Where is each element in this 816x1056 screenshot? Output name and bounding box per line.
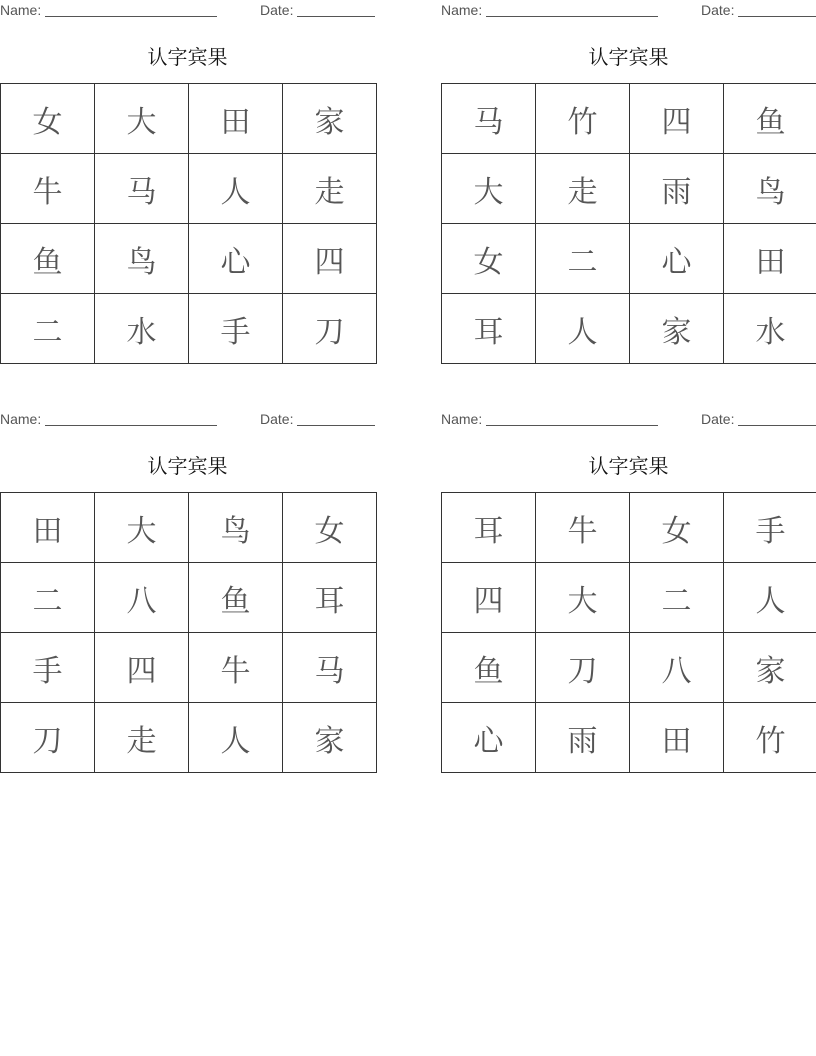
name-label: Name: (0, 411, 42, 427)
bingo-cell[interactable]: 四 (442, 563, 536, 633)
grid-row (442, 493, 816, 563)
name-label: Name: (441, 411, 483, 427)
date-label: Date: (701, 2, 735, 18)
bingo-cell[interactable]: 大 (95, 84, 189, 154)
bingo-cell[interactable]: 马 (283, 633, 377, 703)
name-blank-line[interactable] (486, 425, 658, 426)
bingo-cell[interactable]: 手 (724, 493, 816, 563)
date-blank-line[interactable] (738, 16, 816, 17)
bingo-cell[interactable]: 牛 (189, 633, 283, 703)
card-title: 认字宾果 (588, 45, 669, 69)
grid-row (1, 84, 377, 154)
date-label: Date: (701, 411, 735, 427)
bingo-cell[interactable]: 鱼 (1, 224, 95, 294)
bingo-cell[interactable]: 女 (1, 84, 95, 154)
bingo-cell[interactable]: 田 (189, 84, 283, 154)
bingo-cell[interactable]: 走 (283, 154, 377, 224)
bingo-cell[interactable]: 八 (95, 563, 189, 633)
bingo-cell[interactable]: 刀 (1, 703, 95, 773)
grid-row (1, 703, 377, 773)
bingo-cell[interactable]: 家 (724, 633, 816, 703)
bingo-cell[interactable]: 四 (630, 84, 724, 154)
bingo-cell[interactable]: 女 (630, 493, 724, 563)
bingo-cell[interactable]: 鸟 (724, 154, 816, 224)
bingo-grid (0, 492, 377, 773)
bingo-cell[interactable]: 人 (189, 154, 283, 224)
bingo-cell[interactable]: 家 (630, 294, 724, 364)
card-title: 认字宾果 (147, 45, 228, 69)
name-label: Name: (0, 2, 42, 18)
bingo-cell[interactable]: 耳 (442, 493, 536, 563)
grid-row (442, 294, 816, 364)
bingo-cell[interactable]: 二 (536, 224, 630, 294)
name-date-row (0, 2, 375, 20)
grid-row (442, 84, 816, 154)
date-blank-line[interactable] (738, 425, 816, 426)
bingo-grid (441, 83, 816, 364)
grid-row (442, 703, 816, 773)
grid-row (442, 154, 816, 224)
bingo-cell[interactable]: 大 (95, 493, 189, 563)
bingo-cell[interactable]: 手 (189, 294, 283, 364)
grid-row (1, 154, 377, 224)
bingo-cell[interactable]: 刀 (536, 633, 630, 703)
bingo-cell[interactable]: 马 (442, 84, 536, 154)
bingo-cell[interactable]: 人 (724, 563, 816, 633)
grid-row (1, 294, 377, 364)
grid-row (1, 563, 377, 633)
name-label: Name: (441, 2, 483, 18)
name-date-row (0, 411, 375, 429)
date-label: Date: (260, 411, 294, 427)
grid-row (1, 493, 377, 563)
bingo-cell[interactable]: 鱼 (724, 84, 816, 154)
bingo-cell[interactable]: 耳 (283, 563, 377, 633)
bingo-cell[interactable]: 四 (95, 633, 189, 703)
bingo-cell[interactable]: 竹 (724, 703, 816, 773)
bingo-cell[interactable]: 八 (630, 633, 724, 703)
bingo-cell[interactable]: 手 (1, 633, 95, 703)
bingo-cell[interactable]: 心 (189, 224, 283, 294)
bingo-cell[interactable]: 鱼 (442, 633, 536, 703)
grid-row (442, 563, 816, 633)
name-blank-line[interactable] (45, 16, 217, 17)
bingo-cell[interactable]: 刀 (283, 294, 377, 364)
name-blank-line[interactable] (45, 425, 217, 426)
bingo-cell[interactable]: 二 (1, 563, 95, 633)
grid-row (1, 224, 377, 294)
bingo-cell[interactable]: 雨 (630, 154, 724, 224)
grid-row (442, 224, 816, 294)
date-blank-line[interactable] (297, 16, 375, 17)
bingo-cell[interactable]: 田 (630, 703, 724, 773)
bingo-cell[interactable]: 家 (283, 84, 377, 154)
bingo-cell[interactable]: 大 (536, 563, 630, 633)
bingo-cell[interactable]: 竹 (536, 84, 630, 154)
bingo-cell[interactable]: 人 (536, 294, 630, 364)
bingo-cell[interactable]: 走 (95, 703, 189, 773)
bingo-cell[interactable]: 水 (95, 294, 189, 364)
bingo-cell[interactable]: 耳 (442, 294, 536, 364)
bingo-cell[interactable]: 鸟 (189, 493, 283, 563)
bingo-cell[interactable]: 牛 (1, 154, 95, 224)
bingo-cell[interactable]: 走 (536, 154, 630, 224)
bingo-cell[interactable]: 大 (442, 154, 536, 224)
bingo-cell[interactable]: 鸟 (95, 224, 189, 294)
bingo-cell[interactable]: 水 (724, 294, 816, 364)
bingo-cell[interactable]: 二 (1, 294, 95, 364)
name-date-row (441, 411, 816, 429)
bingo-cell[interactable]: 鱼 (189, 563, 283, 633)
date-blank-line[interactable] (297, 425, 375, 426)
bingo-grid (441, 492, 816, 773)
bingo-cell[interactable]: 雨 (536, 703, 630, 773)
bingo-cell[interactable]: 二 (630, 563, 724, 633)
grid-row (442, 633, 816, 703)
card-title: 认字宾果 (147, 454, 228, 478)
bingo-cell[interactable]: 心 (442, 703, 536, 773)
name-date-row (441, 2, 816, 20)
card-title: 认字宾果 (588, 454, 669, 478)
bingo-cell[interactable]: 牛 (536, 493, 630, 563)
date-label: Date: (260, 2, 294, 18)
bingo-cell[interactable]: 家 (283, 703, 377, 773)
bingo-cell[interactable]: 女 (442, 224, 536, 294)
bingo-cell[interactable]: 人 (189, 703, 283, 773)
bingo-cell[interactable]: 田 (1, 493, 95, 563)
bingo-cell[interactable]: 心 (630, 224, 724, 294)
name-blank-line[interactable] (486, 16, 658, 17)
bingo-cell[interactable]: 四 (283, 224, 377, 294)
bingo-cell[interactable]: 马 (95, 154, 189, 224)
bingo-grid (0, 83, 377, 364)
bingo-cell[interactable]: 女 (283, 493, 377, 563)
bingo-cell[interactable]: 田 (724, 224, 816, 294)
grid-row (1, 633, 377, 703)
